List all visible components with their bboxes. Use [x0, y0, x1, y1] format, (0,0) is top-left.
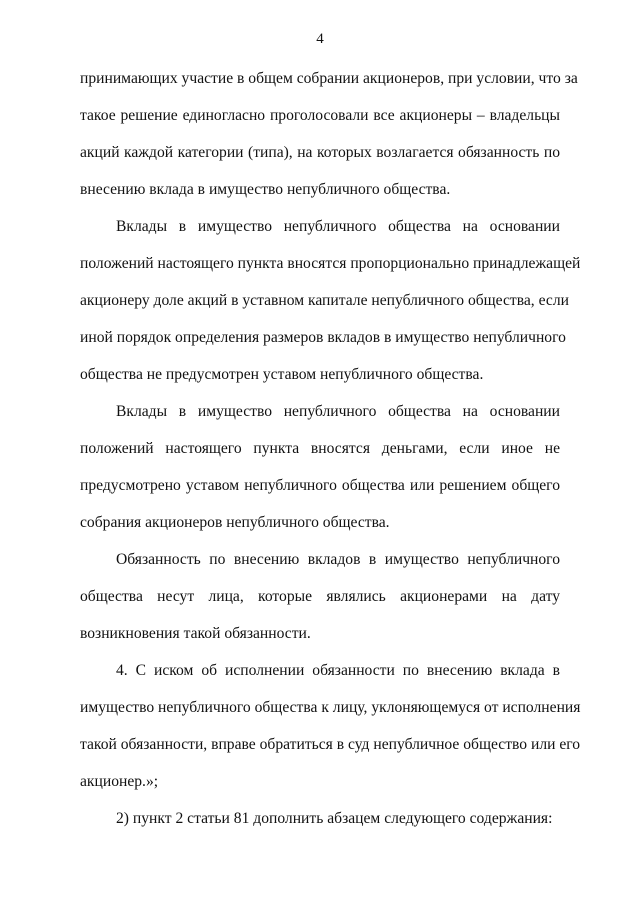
text-line: акций каждой категории (типа), на которых возлагается обязанность по	[80, 144, 560, 161]
text-line: имущество непубличного общества к лицу, уклоняющемуся от исполнения	[80, 699, 581, 716]
text-line: Обязанность по внесению вкладов в имущество непубличного	[116, 551, 560, 568]
text-line: принимающих участие в общем собрании акционеров, при условии, что за	[80, 70, 578, 87]
text-line: такой обязанности, вправе обратиться в суд непубличное общество или его	[80, 736, 581, 753]
text-line: положений настоящего пункта вносятся деньгами, если иное не	[80, 440, 560, 457]
text-line: акционеру доле акций в уставном капитале непубличного общества, если	[80, 292, 569, 309]
text-line: возникновения такой обязанности.	[80, 625, 311, 642]
text-line: общества несут лица, которые являлись акционерами на дату	[80, 588, 560, 605]
text-line: предусмотрено уставом непубличного общества или решением общего	[80, 477, 560, 494]
text-line: Вклады в имущество непубличного общества на основании	[116, 218, 560, 235]
text-line: иной порядок определения размеров вкладов в имущество непубличного	[80, 329, 566, 346]
text-line: Вклады в имущество непубличного общества на основании	[116, 403, 560, 420]
text-line: общества не предусмотрен уставом непубличного общества.	[80, 366, 484, 383]
text-line: внесению вклада в имущество непубличного общества.	[80, 181, 451, 198]
page-number: 4	[316, 31, 324, 47]
text-line: акционер.»;	[80, 773, 159, 790]
text-line: положений настоящего пункта вносятся пропорционально принадлежащей	[80, 255, 581, 272]
text-line: 4. С иском об исполнении обязанности по внесению вклада в	[116, 662, 560, 679]
text-line: такое решение единогласно проголосовали все акционеры – владельцы	[80, 107, 560, 124]
text-line: собрания акционеров непубличного общества.	[80, 514, 390, 531]
text-line: 2) пункт 2 статьи 81 дополнить абзацем следующего содержания:	[116, 810, 553, 827]
